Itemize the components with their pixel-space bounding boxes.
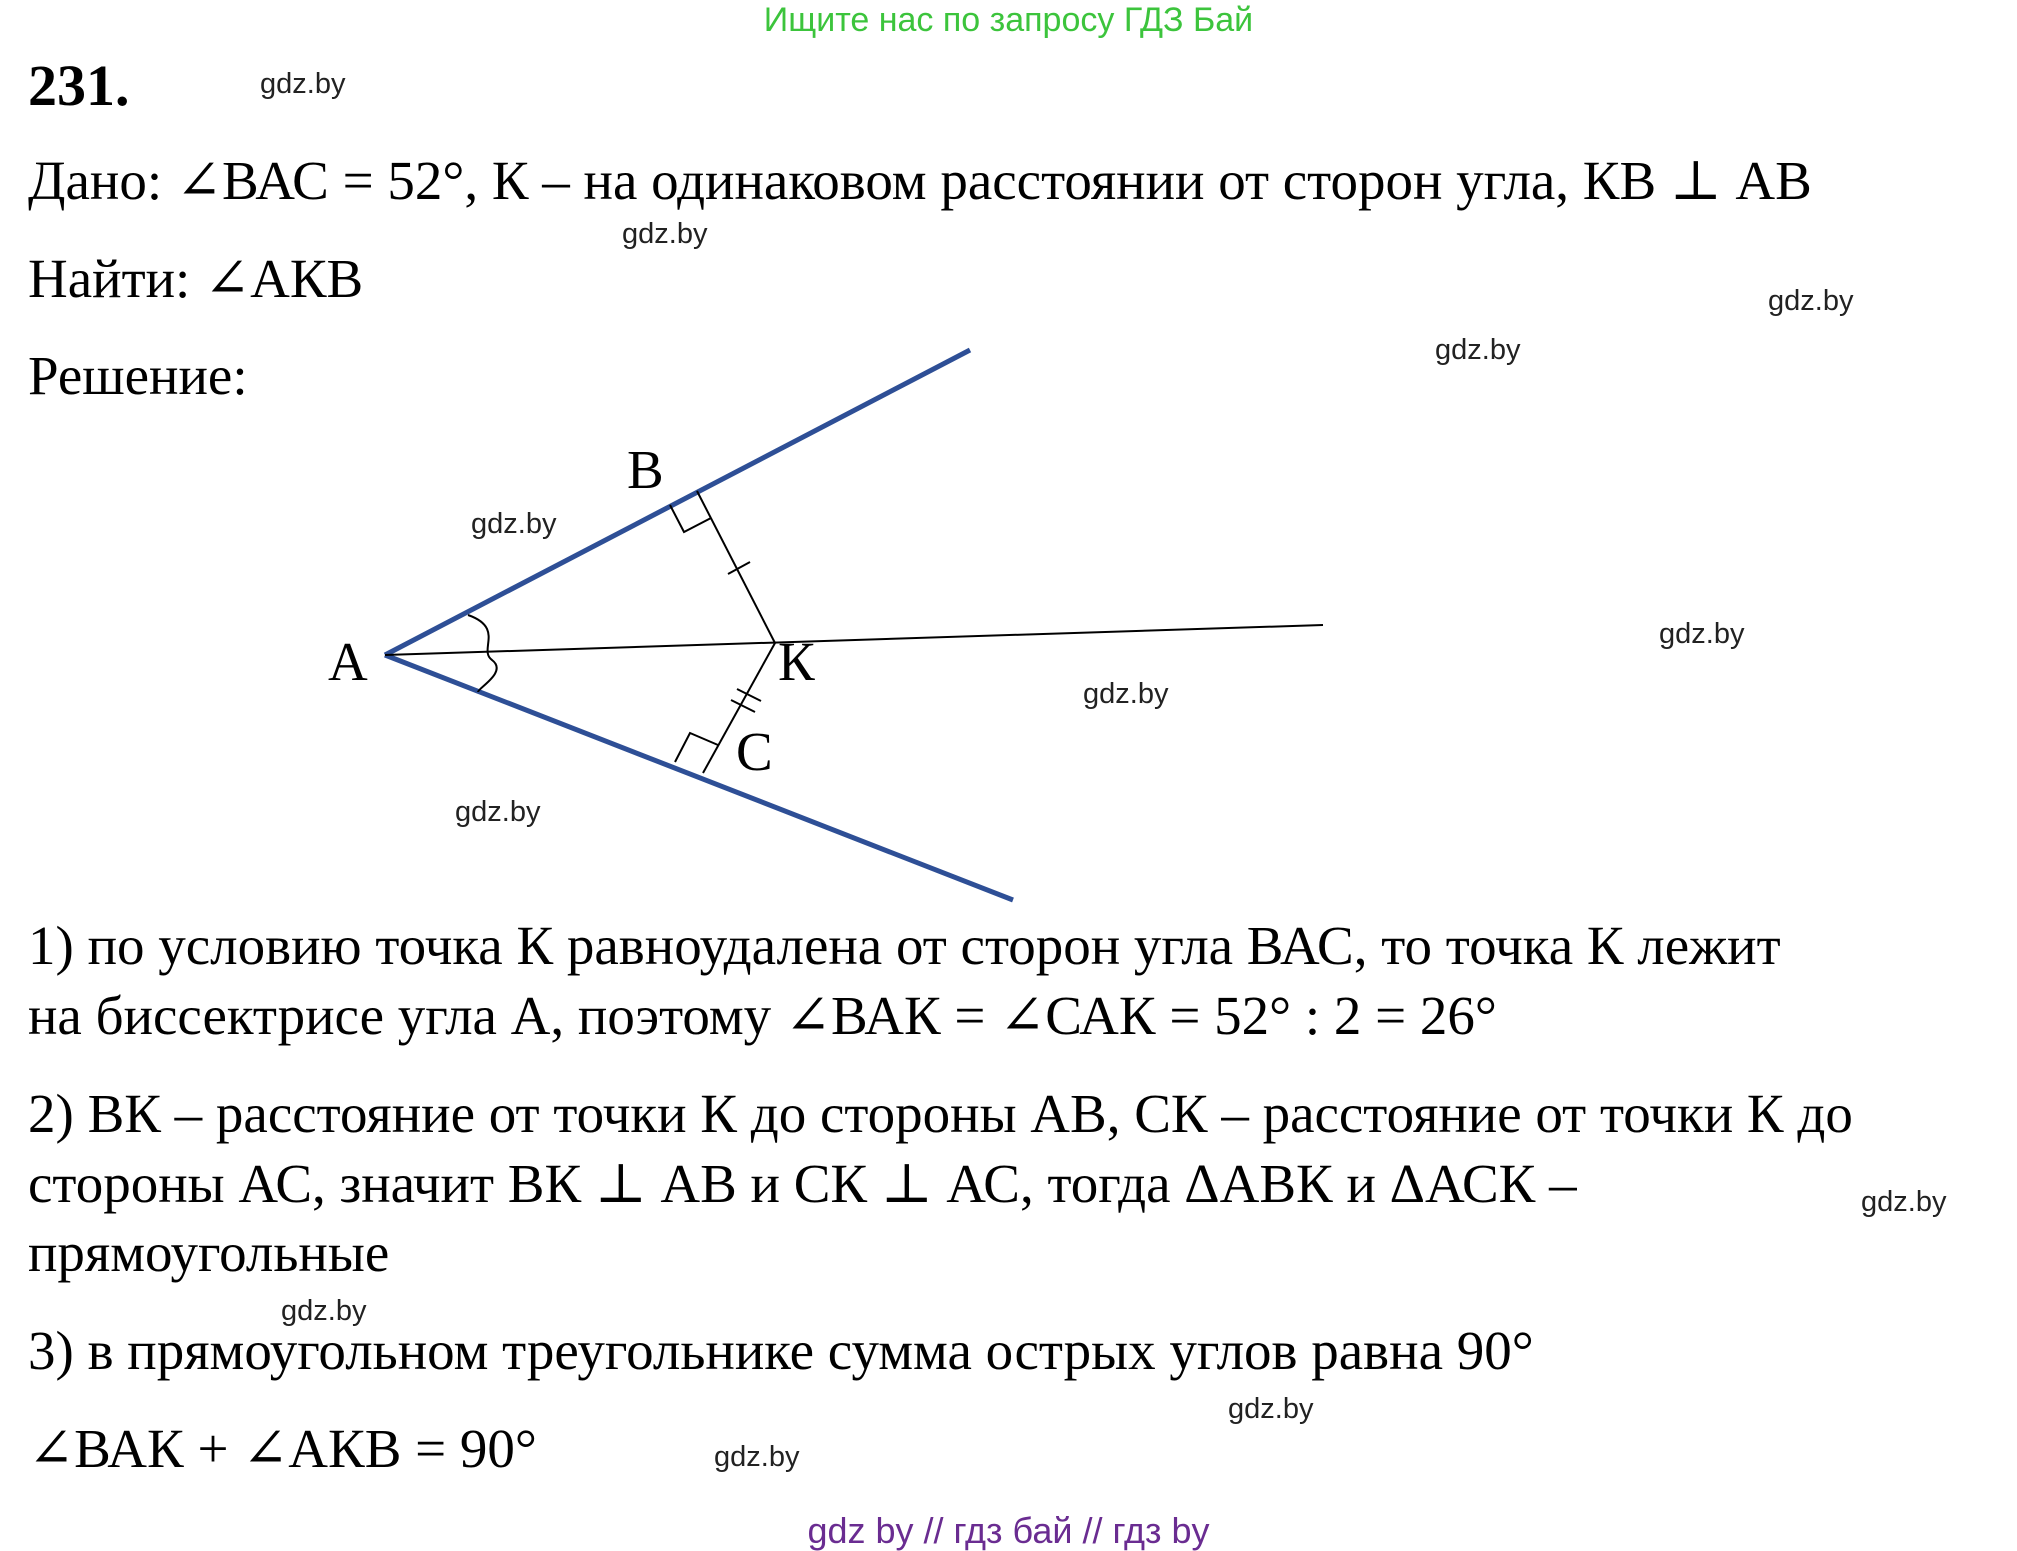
step-1-line-2: на биссектрисе угла А, поэтому ∠ВАК = ∠САК = 52° : 2 = 26° — [28, 985, 1497, 1046]
point-label-k: К — [778, 631, 815, 692]
watermark: gdz.by — [1083, 678, 1169, 710]
step-2-line-3: прямоугольные — [28, 1222, 390, 1283]
watermark: gdz.by — [714, 1441, 800, 1473]
solution-label: Решение: — [28, 345, 248, 406]
right-angle-mark-b — [670, 505, 711, 532]
watermark: gdz.by — [622, 218, 708, 250]
ray-ab — [385, 350, 970, 655]
point-label-c: С — [736, 721, 773, 782]
step-2-line-2: стороны АС, значит ВК ⊥ АВ и СК ⊥ АС, тогда ΔАВК и ΔАСК – — [28, 1153, 1577, 1214]
watermark: gdz.by — [1861, 1186, 1947, 1218]
watermark: gdz.by — [1659, 618, 1745, 650]
point-label-b: В — [627, 439, 664, 500]
step-1-line-1: 1) по условию точка К равноудалена от сторон угла ВАС, то точка К лежит — [28, 915, 1781, 976]
watermark: gdz.by — [1228, 1393, 1314, 1425]
step-2-line-1: 2) ВК – расстояние от точки К до стороны АВ, СК – расстояние от точки К до — [28, 1083, 1853, 1144]
bisector-line — [385, 625, 1323, 655]
given-line: Дано: ∠ВАС = 52°, К – на одинаковом расстоянии от сторон угла, КВ ⊥ АВ — [28, 150, 1812, 211]
watermark: gdz.by — [1768, 285, 1854, 317]
footer-links: gdz by // гдз бай // гдз by — [807, 1510, 1210, 1551]
ray-ac — [385, 655, 1013, 900]
find-line: Найти: ∠АКВ — [28, 248, 364, 309]
watermark: gdz.by — [455, 796, 541, 828]
step-3-line-1: 3) в прямоугольном треугольнике сумма острых углов равна 90° — [28, 1320, 1534, 1381]
angle-arc-mark — [468, 615, 497, 692]
watermark: gdz.by — [260, 68, 346, 100]
watermark: gdz.by — [1435, 334, 1521, 366]
segment-bk — [697, 491, 775, 643]
watermark: gdz.by — [471, 508, 557, 540]
watermark: gdz.by — [281, 1295, 367, 1327]
equation-line: ∠ВАК + ∠АКВ = 90° — [28, 1418, 537, 1479]
problem-number: 231. — [28, 53, 130, 118]
search-banner: Ищите нас по запросу ГДЗ Бай — [763, 1, 1254, 39]
point-label-a: А — [328, 631, 368, 692]
